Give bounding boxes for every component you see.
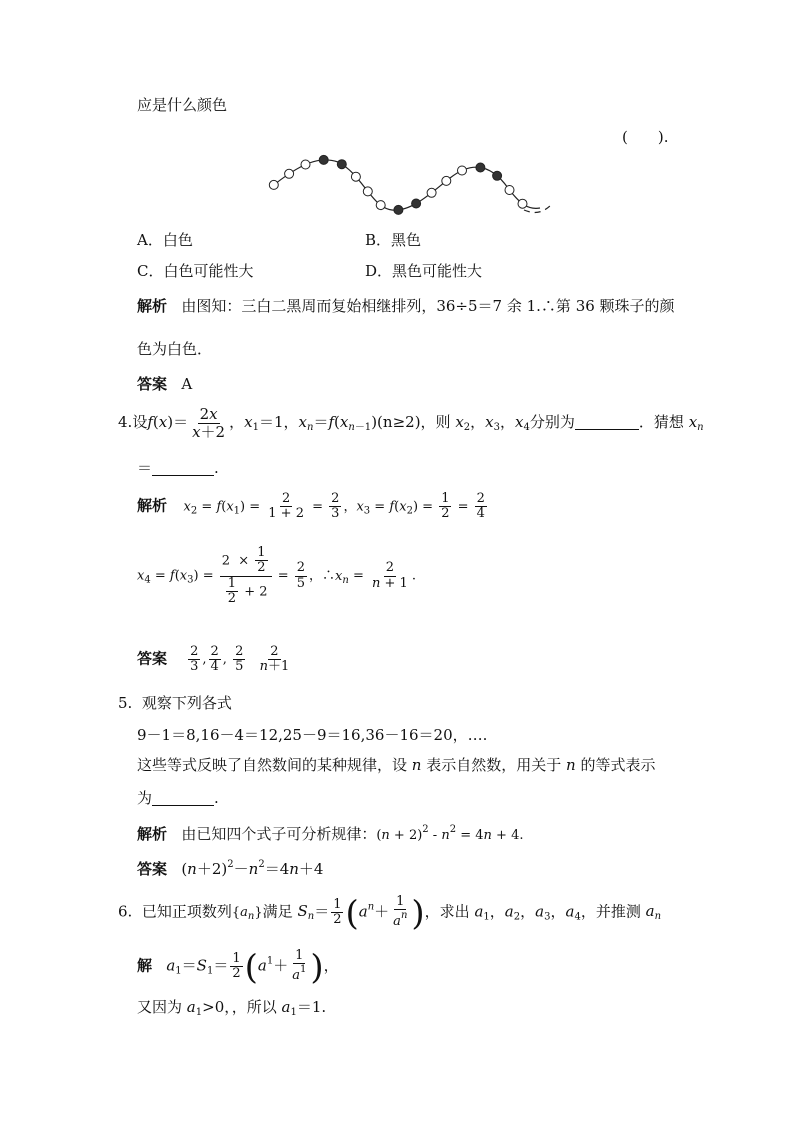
q4-prefix: 设 [132,413,148,431]
answer-label: 答案 [137,860,168,878]
q6-line3b: ，所以 [231,998,277,1016]
q6-mid: 满足 [262,902,293,921]
option-b: B．黑色 [365,231,422,249]
q5-number: 5. [118,694,133,712]
q3-analysis-line1 [137,299,675,314]
q4-analysis-line1: 解析 $x_2 = f(x_1)$ = $\frac{2}{1 + 2}$ = $\frac{2}{3}$ ，$x_3 = f(x_2)$ = $\frac{1}{2}$ = $\frac{2}{4}$ [137,491,485,522]
bead-white [301,160,310,169]
q6-number: 6. [118,902,133,921]
q5-analysis: 解析 由已知四个式子可分析规律：$(n + 2)^2 - n^2 = 4n + 4$. [137,824,524,843]
bead-black [319,155,328,164]
bead-white [351,172,360,181]
bead-white [285,169,294,178]
question-intro: 应是什么颜色 [137,96,228,114]
analysis-label: 解析 [137,825,168,843]
q6-prefix: 已知正项数列 [141,902,232,921]
q4-analysis-line2: $x_4 = f(x_3)$ = 2 × $\frac{1}{2}$ $\frac{1}{2}$ + 2 = $\frac{2}{5}$ ，$\therefore x_n$ = $\frac{2}{n + 1}$ . [137,545,416,606]
q3-analysis-line2: 色为白色． [137,340,213,358]
analysis-label: 解析 [137,496,168,515]
q5-title-text: 观察下列各式 [141,694,232,712]
q4-text-guess: ．猜想 [638,413,684,431]
answer-paren: ( ). [622,128,669,146]
bead-black [394,205,403,214]
q3-answer [137,377,192,392]
bead-white [363,187,372,196]
q3-answer-value: A [181,375,193,393]
q4-statement: 4.设f(x)＝ $\frac{2x}{x+2}$ ，$x_1=1$，$x_n=f(x_{n-1})(n\ge 2)$，则 $x_2$，$x_3$，$x_4$分别为 ．猜想 $x_n$ [118,405,704,441]
analysis-label: 解析 [137,297,168,315]
q5-blank[interactable] [152,790,214,806]
bead-white [376,201,385,210]
q5-desc1: 这些等式反映了自然数间的某种规律，设 [137,756,408,774]
q5-desc-line1: 这些等式反映了自然数间的某种规律，设 n 表示自然数，用关于 n 的等式表示 [137,756,656,774]
option-c: C．白色可能性大 [137,262,254,280]
q5-answer: 答案 $(n+2)^2-n^2=4n+4$ [137,859,324,878]
q6-statement: 6. 已知正项数列$\{a_n\}$满足 $S_n=$ $\frac{1}{2}$ ($a^n+$ $\frac{1}{a^n}$ )，求出 $a_1$，$a_2$，$a_3$，$a_4$，并推测 $a_n$ [118,893,662,934]
bead-white [505,186,514,195]
option-a: A．白色 [137,231,193,249]
bead-black [412,199,421,208]
q6-suffix: ，求出 [424,902,470,921]
bead-white [518,199,527,208]
bead-wave-figure [262,152,562,222]
q4-answer: 答案 $\frac{2}{3}$ , $\frac{2}{4}$ , $\frac{2}{5}$ $\frac{2}{n+1}$ [137,644,290,675]
bead-string [270,160,540,210]
q5-desc1b: 表示自然数，用关于 [426,756,562,774]
bead-white [442,176,451,185]
bead-black [337,160,346,169]
q5-desc-line2: 为 . [137,789,219,807]
q5-desc2: 为 [137,789,153,807]
q5-analysis-text: 由已知四个式子可分析规律： [181,825,377,843]
q3-analysis-text: 由图知：三白二黑周而复始相继排列，36÷5＝7 余 1.∴第 36 颗珠子的颜 [181,297,675,315]
option-d: D．黑色可能性大 [365,262,483,280]
q6-line3a: 又因为 [137,998,183,1016]
q4-number: 4. [118,413,133,431]
q4-statement-line2: ＝ . [137,459,219,477]
q5-desc1c: 的等式表示 [580,756,656,774]
answer-label: 答案 [137,649,168,668]
q5-title [118,696,232,711]
q4-text-mid: 分别为 [529,413,575,431]
q4-blank-2[interactable] [152,460,214,476]
bead-white [269,180,278,189]
answer-label: 答案 [137,375,168,393]
q4-condition: n≥2 [382,413,415,431]
bead-white [427,188,436,197]
q4-blank-1[interactable] [575,414,639,430]
solution-label: 解 [137,956,153,975]
bead-black [493,171,502,180]
q6-solution: 解 $a_1=S_1=$ $\frac{1}{2}$ ($a^1+$ $\frac{1}{a^1}$ )， [137,947,339,988]
q5-equations: 9－1＝8,16－4＝12,25－9＝16,36－16＝20，…. [137,726,488,744]
bead-black [476,163,485,172]
q4-x1: 1 [273,413,284,431]
bead-white [458,166,467,175]
q6-suffix2: ，并推测 [580,902,641,921]
q6-line3: 又因为 $a_1>0$，，所以 $a_1=1$. [137,998,327,1018]
